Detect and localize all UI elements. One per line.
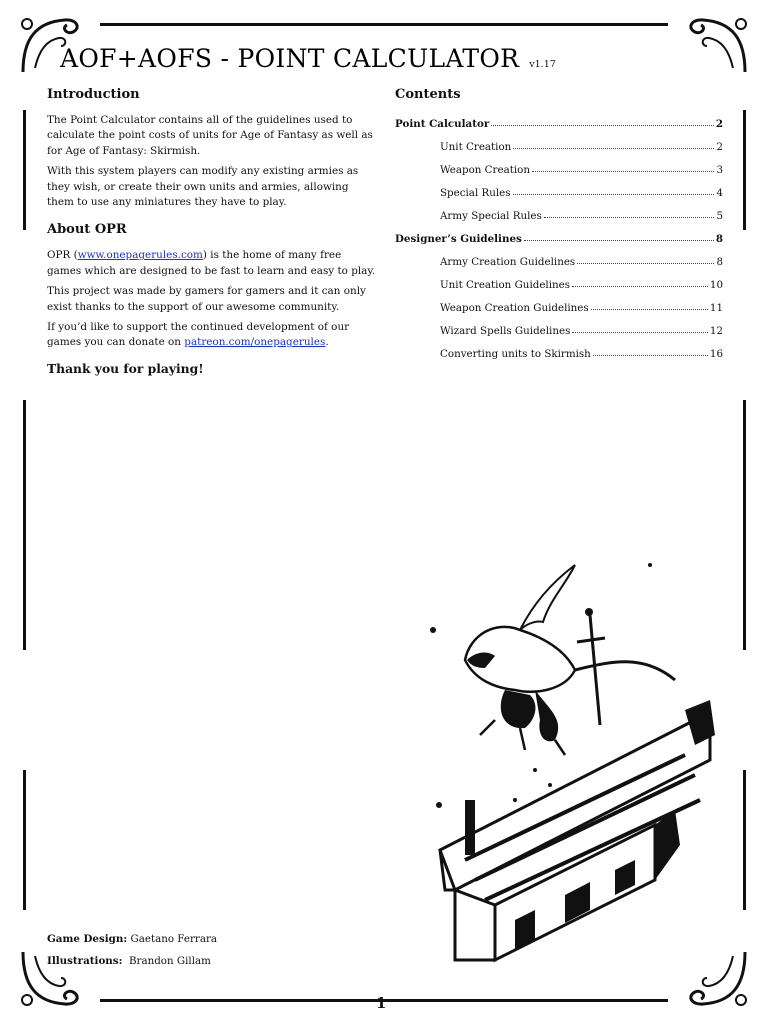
toc-label: Special Rules — [440, 187, 511, 199]
toc-page: 5 — [716, 210, 723, 222]
toc-label: Converting units to Skirmish — [440, 348, 591, 360]
thanks-text: Thank you for playing! — [47, 360, 204, 376]
credit-name: Brandon Gillam — [128, 955, 211, 967]
opr-website-link[interactable]: www.onepagerules.com — [77, 249, 203, 262]
toc-leader — [577, 263, 714, 264]
version-label: v1.17 — [529, 59, 556, 70]
page-number: 1 — [376, 994, 387, 1012]
about-paragraph-2: This project was made by gamers for gamers and it can only exist thanks to the support of our awesome community. — [47, 285, 366, 313]
toc-page: 4 — [716, 187, 723, 199]
toc-entry-unit-creation-guidelines[interactable] — [440, 268, 723, 291]
toc-label: Unit Creation Guidelines — [440, 279, 571, 291]
toc-entry-special-rules[interactable] — [440, 176, 723, 199]
toc-leader — [532, 171, 714, 172]
ratman-rooftop-illustration — [425, 560, 715, 970]
page-title: AOF+AOFS - POINT CALCULATOR — [60, 44, 520, 73]
about-paragraph-3 — [47, 320, 377, 351]
credit-game-design — [47, 928, 217, 950]
toc-page: 11 — [709, 302, 723, 314]
toc-entry-weapon-creation-guidelines[interactable] — [440, 291, 723, 314]
credit-label: Illustrations: — [47, 955, 123, 967]
intro-paragraph: The Point Calculator contains all of the guidelines used to calculate the point costs of units for Age of Fantasy as well as for Age of Fantasy: Skirmish. — [47, 114, 373, 157]
toc-leader — [593, 355, 708, 356]
toc-page: 10 — [709, 279, 723, 291]
toc-leader — [513, 194, 715, 195]
intro-paragraph: With this system players can modify any existing armies as they wish, or create their own units and armies, allowing them to use any miniatures they have to play. — [47, 165, 359, 209]
toc-page: 8 — [715, 233, 723, 245]
toc-leader — [513, 148, 714, 149]
toc-page: 2 — [716, 141, 723, 153]
frame-left-line-top — [23, 110, 26, 230]
contents-heading: Contents — [395, 87, 461, 102]
toc-entry-point-calculator[interactable] — [395, 107, 723, 130]
toc-page: 8 — [716, 256, 723, 268]
about-text: OPR ( — [47, 249, 78, 262]
credit-name: Gaetano Ferrara — [130, 933, 218, 945]
toc-leader — [572, 286, 708, 287]
toc-label: Army Special Rules — [440, 210, 542, 222]
credit-illustrations — [47, 950, 217, 972]
toc-label: Designer’s Guidelines — [395, 233, 522, 245]
toc-label: Weapon Creation — [440, 164, 530, 176]
frame-left-line-bot — [23, 770, 26, 910]
about-text: If you’d like to support the continued development of our games you can donate on — [47, 321, 350, 349]
toc-page: 3 — [716, 164, 723, 176]
about-paragraph-1 — [47, 248, 377, 279]
toc-leader — [524, 240, 714, 241]
header — [60, 44, 556, 73]
toc-page: 12 — [709, 325, 723, 337]
toc-leader — [572, 332, 708, 333]
toc-entry-unit-creation[interactable] — [440, 130, 723, 153]
toc-page: 16 — [709, 348, 723, 360]
frame-right-line-top — [743, 110, 746, 230]
table-of-contents — [395, 87, 723, 360]
toc-entry-army-creation-guidelines[interactable] — [440, 245, 723, 268]
frame-left-line-mid — [23, 400, 26, 650]
toc-entry-designers-guidelines[interactable] — [395, 222, 723, 245]
about-heading: About OPR — [47, 222, 127, 238]
toc-leader — [544, 217, 715, 218]
toc-leader — [591, 309, 708, 310]
credit-label: Game Design: — [47, 933, 128, 945]
patreon-link[interactable]: patreon.com/onepagerules — [184, 336, 326, 349]
toc-entry-army-special-rules[interactable] — [440, 199, 723, 222]
toc-entry-wizard-spells-guidelines[interactable] — [440, 314, 723, 337]
about-text: . — [325, 336, 329, 349]
frame-top-line — [100, 23, 668, 26]
toc-entry-converting-units[interactable] — [440, 337, 723, 360]
toc-label: Point Calculator — [395, 118, 490, 130]
frame-right-line-bot — [743, 770, 746, 910]
toc-page: 2 — [715, 118, 723, 130]
toc-label: Army Creation Guidelines — [440, 256, 576, 268]
about-text: ) is the home of many free games which are designed to be fast to learn and easy to play. — [47, 249, 376, 277]
frame-right-line-mid — [743, 400, 746, 650]
toc-label: Unit Creation — [440, 141, 512, 153]
toc-leader — [491, 125, 714, 126]
toc-label: Wizard Spells Guidelines — [440, 325, 571, 337]
toc-entry-weapon-creation[interactable] — [440, 153, 723, 176]
credits — [47, 928, 217, 972]
toc-label: Weapon Creation Guidelines — [440, 302, 589, 314]
corner-flourish-top-right — [683, 10, 753, 80]
left-column — [47, 87, 377, 376]
intro-heading: Introduction — [47, 87, 140, 102]
